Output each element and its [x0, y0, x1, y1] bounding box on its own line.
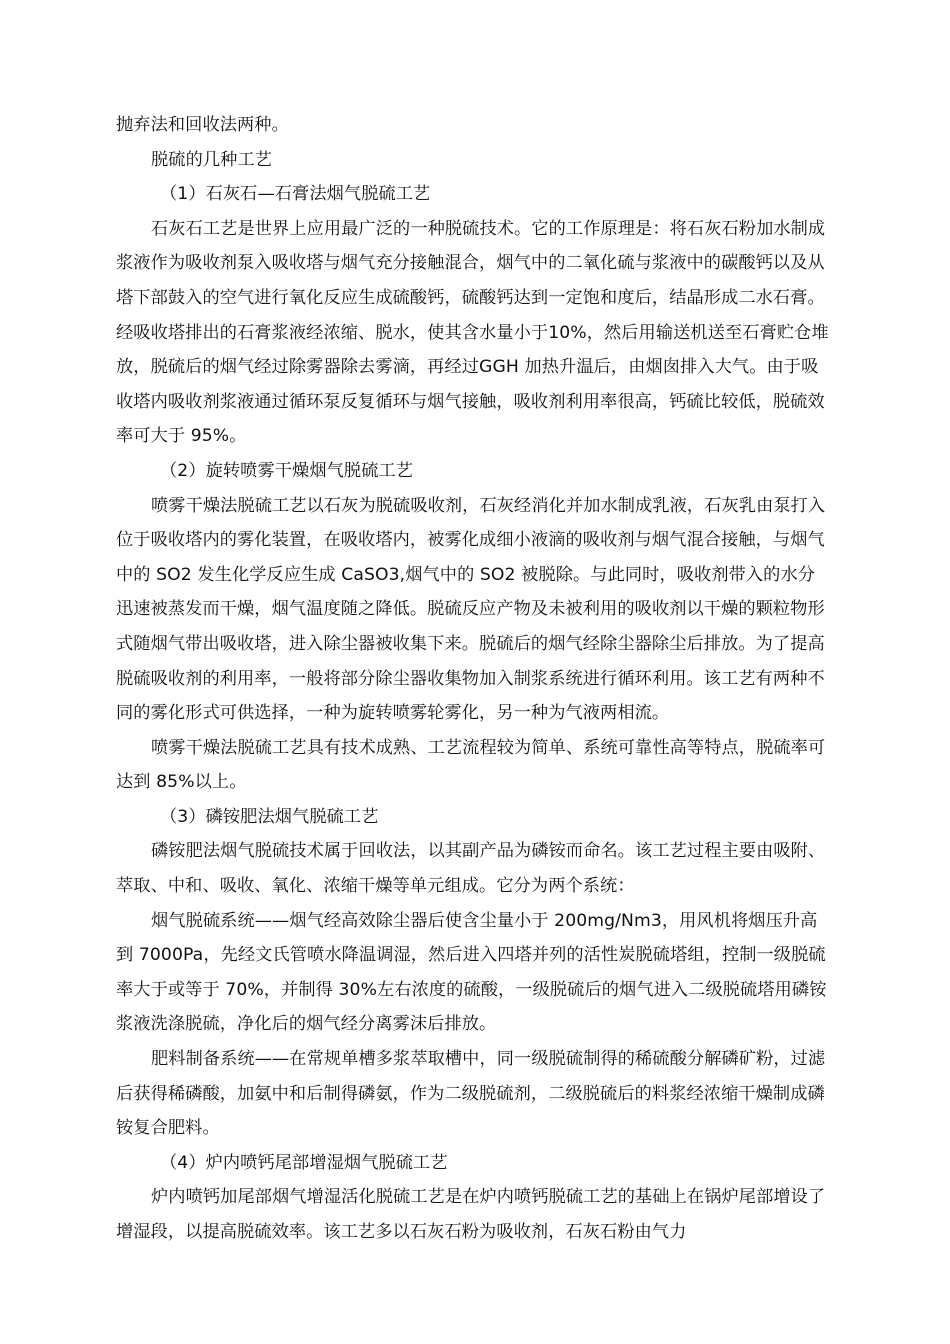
subsection-heading-2: （2）旋转喷雾干燥烟气脱硫工艺: [160, 460, 414, 481]
paragraph-flue-gas-system: 烟气脱硫系统——烟气经高效除尘器后使含尘量小于 200mg/Nm3，用风机将烟压升高到 7000Pa，先经文氏管喷水降温调湿，然后进入四塔并列的活性炭脱硫塔组，控制一级脱硫率大于或等于 70%，并制得 30%左右浓度的硫酸，一级脱硫后的烟气进入二级脱硫塔用磷铵浆液洗涤脱硫，净化后的烟气经分离雾沫后排放。: [116, 910, 827, 1035]
subsection-heading-4: （4）炉内喷钙尾部增湿烟气脱硫工艺: [160, 1152, 448, 1173]
paragraph-spray-drying-features: 喷雾干燥法脱硫工艺具有技术成熟、工艺流程较为简单、系统可靠性高等特点，脱硫率可达到 85%以上。: [116, 737, 826, 793]
section-heading: 脱硫的几种工艺: [151, 149, 273, 170]
paragraph-spray-drying-process: 喷雾干燥法脱硫工艺以石灰为脱硫吸收剂，石灰经消化并加水制成乳液，石灰乳由泵打入位于吸收塔内的雾化装置，在吸收塔内，被雾化成细小液滴的吸收剂与烟气混合接触，与烟气中的 SO2 发生化学反应生成 CaSO3,烟气中的 SO2 被脱除。与此同时，吸收剂带入的水分迅速被蒸发而干燥，烟气温度随之降低。脱硫反应产物及未被利用的吸收剂以干燥的颗粒物形式随烟气带出吸收塔，进入除尘器被收集下来。脱硫后的烟气经除尘器除尘后排放。为了提高脱硫吸收剂的利用率，一般将部分除尘器收集物加入制浆系统进行循环利用。该工艺有两种不同的雾化形式可供选择，一种为旋转喷雾轮雾化，另一种为气液两相流。: [116, 495, 826, 724]
subsection-heading-1: （1）石灰石—石膏法烟气脱硫工艺: [160, 184, 431, 205]
paragraph-furnace-calcium-injection: 炉内喷钙加尾部烟气增湿活化脱硫工艺是在炉内喷钙脱硫工艺的基础上在锅炉尾部增设了增湿段，以提高脱硫效率。该工艺多以石灰石粉为吸收剂，石灰石粉由气力: [116, 1187, 826, 1242]
paragraph-limestone-process: 石灰石工艺是世界上应用最广泛的一种脱硫技术。它的工作原理是：将石灰石粉加水制成浆液作为吸收剂泵入吸收塔与烟气充分接触混合，烟气中的二氧化硫与浆液中的碳酸钙以及从塔下部鼓入的空气进行氧化反应生成硫酸钙，硫酸钙达到一定饱和度后，结晶形成二水石膏。经吸收塔排出的石膏浆液经浓缩、脱水，使其含水量小于10%，然后用输送机送至石膏贮仓堆放，脱硫后的烟气经过除雾器除去雾滴，再经过GGH 加热升温后，由烟囱排入大气。由于吸收塔内吸收剂浆液通过循环泵反复循环与烟气接触，吸收剂利用率很高，钙硫比较低，脱硫效率可大于 95%。: [116, 218, 829, 447]
paragraph-ammonium-phosphate-intro: 磷铵肥法烟气脱硫技术属于回收法，以其副产品为磷铵而命名。该工艺过程主要由吸附、萃取、中和、吸收、氧化、浓缩干燥等单元组成。它分为两个系统：: [116, 841, 826, 897]
document-body: [116, 108, 830, 1250]
subsection-heading-3: （3）磷铵肥法烟气脱硫工艺: [160, 806, 379, 827]
paragraph-continuation: 抛弃法和回收法两种。: [116, 115, 289, 135]
paragraph-fertilizer-system: 肥料制备系统——在常规单槽多浆萃取槽中，同一级脱硫制得的稀硫酸分解磷矿粉，过滤后获得稀磷酸，加氨中和后制得磷氨，作为二级脱硫剂，二级脱硫后的料浆经浓缩干燥制成磷铵复合肥料。: [116, 1049, 826, 1139]
